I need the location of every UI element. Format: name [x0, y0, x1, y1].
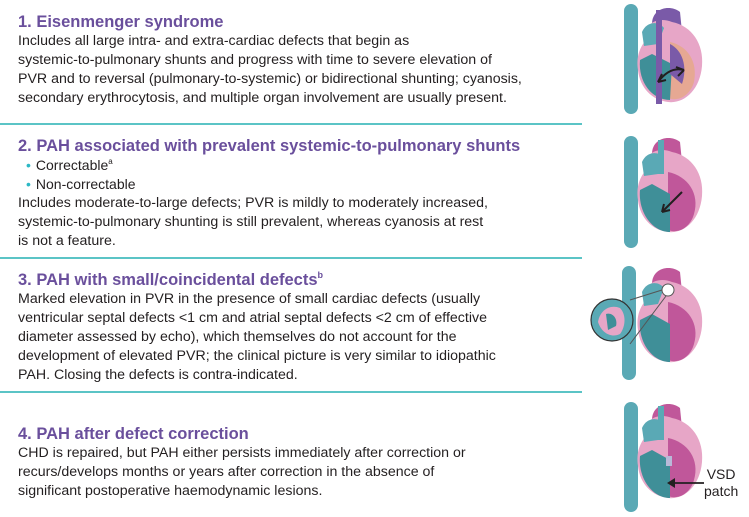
section-text-line: Marked elevation in PVR in the presence of small cardiac defects (usually	[18, 291, 481, 307]
section-title: 4. PAH after defect correction	[18, 425, 249, 443]
section-divider	[0, 123, 582, 125]
section-title: 2. PAH associated with prevalent systemic-to-pulmonary shunts	[18, 137, 521, 155]
section-text-line: development of elevated PVR; the clinical picture is very similar to idiopathic	[18, 348, 496, 364]
heart-corrected-icon	[612, 400, 710, 516]
section-eisenmenger	[18, 12, 578, 108]
section-text-line: significant postoperative haemodynamic lesions.	[18, 483, 323, 499]
section-divider	[0, 257, 582, 259]
section-text-line: systemic-to-pulmonary shunting is still prevalent, whereas cyanosis at rest	[18, 214, 484, 230]
section-text-line: diameter assessed by echo), which themselves do not account for the	[18, 329, 457, 345]
bullet-dot-icon: •	[26, 157, 31, 173]
section-divider	[0, 391, 582, 393]
heart-shunt-icon	[612, 134, 710, 252]
bullet-dot-icon: •	[26, 176, 31, 192]
section-prevalent-shunts	[18, 136, 578, 251]
section-small-defects	[18, 270, 578, 385]
section-title: 3. PAH with small/coincidental defects$^b$	[18, 270, 324, 289]
section-text-line: secondary erythrocytosis, and multiple organ involvement are usually present.	[18, 90, 507, 106]
section-after-correction	[18, 424, 578, 501]
section-text-line: CHD is repaired, but PAH either persists immediately after correction or	[18, 445, 466, 461]
bullet-item: • Non-correctable	[26, 176, 136, 192]
heart-small-defect-icon	[590, 264, 714, 384]
section-text-line: PVR and to reversal (pulmonary-to-systemic) or bidirectional shunting; cyanosis,	[18, 71, 522, 87]
section-text-line: Includes all large intra- and extra-cardiac defects that begin as	[18, 33, 410, 49]
section-text-line: ventricular septal defects <1 cm and atrial septal defects <2 cm of effective	[18, 310, 487, 326]
vsd-patch-arrow-icon	[666, 476, 706, 490]
section-text-line: Includes moderate-to-large defects; PVR is mildly to moderately increased,	[18, 195, 488, 211]
heart-eisenmenger-icon	[612, 4, 710, 118]
vsd-patch-label: VSD patch	[704, 466, 739, 499]
bullet-list	[18, 156, 578, 194]
section-title: 1. Eisenmenger syndrome	[18, 13, 224, 31]
section-text-line: systemic-to-pulmonary shunts and progress with time to severe elevation of	[18, 52, 492, 68]
section-text-line: recurs/develops months or years after correction in the absence of	[18, 464, 435, 480]
section-text-line: PAH. Closing the defects is contra-indicated.	[18, 367, 298, 383]
bullet-item: • Correctable$^a$	[26, 157, 113, 173]
section-text-line: is not a feature.	[18, 233, 116, 249]
